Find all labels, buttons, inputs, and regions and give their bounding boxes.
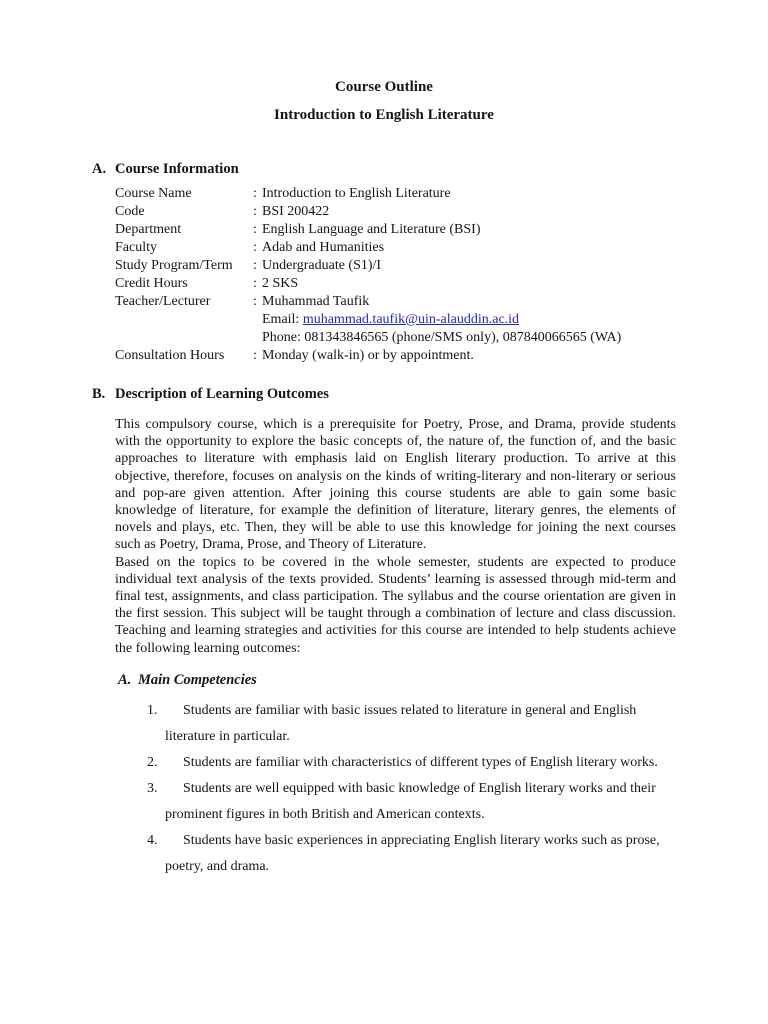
info-separator: : bbox=[253, 186, 257, 201]
outcomes-body bbox=[115, 416, 676, 657]
section-course-information bbox=[92, 160, 676, 365]
info-value: 2 SKS bbox=[262, 276, 299, 291]
list-item bbox=[147, 828, 675, 880]
competencies-list bbox=[92, 698, 676, 880]
list-item bbox=[147, 698, 675, 750]
info-separator: : bbox=[253, 204, 257, 219]
item-number: 2. bbox=[147, 754, 158, 770]
course-info-table bbox=[115, 185, 676, 365]
main-competencies-letter: A. bbox=[118, 671, 132, 688]
teacher-email-line bbox=[262, 311, 676, 329]
table-row bbox=[115, 221, 676, 239]
section-a-title: Course Information bbox=[115, 161, 239, 177]
table-row bbox=[115, 257, 676, 275]
table-row bbox=[115, 275, 676, 293]
outcomes-paragraph-1: This compulsory course, which is a prerequisite for Poetry, Prose, and Drama, provide students with the opportunity to explore the basic concepts of, the nature of, the function of, and the basic approaches to literature with emphasis laid on English literary production. To arrive at this objective, therefore, focuses on analysis on the kinds of writing-literary and non-literary or serious and pop-are given attention. After joining this course students are able to gain some basic knowledge of literature, for example the definition of literature, literary genres, the elements of novels and plays, etc. Then, they will be able to use this knowledge for joining the next courses such as Poetry, Drama, Prose, and Theory of Literature. bbox=[115, 417, 676, 553]
info-label: Course Name bbox=[115, 186, 192, 201]
section-b-title: Description of Learning Outcomes bbox=[115, 386, 329, 402]
section-a-letter: A. bbox=[92, 161, 107, 177]
info-label: Teacher/Lecturer bbox=[115, 294, 211, 309]
info-label: Consultation Hours bbox=[115, 348, 225, 363]
teacher-phone-line: Phone: 081343846565 (phone/SMS only), 087840066565 (WA) bbox=[262, 330, 622, 345]
outcomes-paragraph-2: Based on the topics to be covered in the whole semester, students are expected to produce individual text analysis of the texts provided. Students’ learning is assessed through mid-term and final test, assignments, and class participation. The syllabus and the course orientation are given in the first session. This subject will be taught through a combination of lecture and class discussion. Teaching and learning strategies and activities for this course are intended to help students achieve the following learning outcomes: bbox=[115, 554, 676, 656]
table-row bbox=[115, 239, 676, 257]
list-item bbox=[147, 776, 675, 828]
list-item bbox=[147, 750, 675, 776]
item-number: 3. bbox=[147, 780, 158, 796]
table-row bbox=[115, 185, 676, 203]
main-competencies-title: Main Competencies bbox=[138, 671, 257, 688]
table-row bbox=[115, 347, 676, 365]
item-number: 4. bbox=[147, 832, 158, 848]
info-separator: : bbox=[253, 348, 257, 363]
info-value: Monday (walk-in) or by appointment. bbox=[262, 348, 474, 363]
info-separator: : bbox=[253, 240, 257, 255]
section-b-heading bbox=[92, 385, 676, 403]
info-label: Study Program/Term bbox=[115, 258, 233, 273]
info-label: Department bbox=[115, 222, 182, 237]
info-separator: : bbox=[253, 276, 257, 291]
email-link[interactable]: muhammad.taufik@uin-alauddin.ac.id bbox=[302, 312, 520, 327]
page-title: Course Outline bbox=[335, 79, 433, 95]
info-label: Faculty bbox=[115, 240, 157, 255]
info-separator: : bbox=[253, 222, 257, 237]
email-label: Email: bbox=[262, 312, 303, 327]
main-competencies-heading bbox=[118, 671, 676, 689]
info-value: Adab and Humanities bbox=[262, 240, 385, 255]
info-separator: : bbox=[253, 258, 257, 273]
section-learning-outcomes bbox=[92, 385, 676, 880]
page-subtitle: Introduction to English Literature bbox=[274, 107, 494, 123]
item-text: Students are familiar with basic issues related to literature in general and English literature in particular. bbox=[165, 702, 637, 744]
item-text: Students have basic experiences in appreciating English literary works such as prose, poetry, and drama. bbox=[165, 832, 660, 874]
info-value: English Language and Literature (BSI) bbox=[262, 222, 481, 237]
table-row bbox=[115, 293, 676, 311]
info-label: Credit Hours bbox=[115, 276, 188, 291]
info-separator: : bbox=[253, 294, 257, 309]
item-number: 1. bbox=[147, 702, 158, 718]
table-row bbox=[115, 203, 676, 221]
section-a-heading bbox=[92, 160, 676, 178]
info-value: Undergraduate (S1)/I bbox=[262, 258, 382, 273]
section-b-letter: B. bbox=[92, 386, 106, 402]
info-value: Introduction to English Literature bbox=[262, 186, 451, 201]
info-label: Code bbox=[115, 204, 145, 219]
item-text: Students are well equipped with basic knowledge of English literary works and their prominent figures in both British and American contexts. bbox=[165, 780, 656, 822]
info-value: BSI 200422 bbox=[262, 204, 330, 219]
item-text: Students are familiar with characteristics of different types of English literary works. bbox=[183, 754, 658, 770]
info-value: Muhammad Taufik bbox=[262, 294, 370, 309]
